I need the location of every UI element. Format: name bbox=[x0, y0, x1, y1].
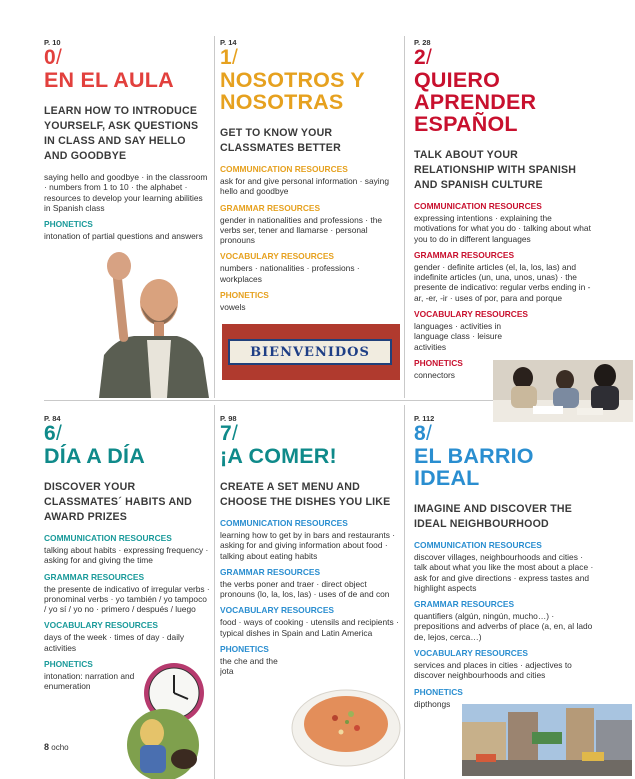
unit-title: NOSOTROS Y NOSOTRAS bbox=[220, 68, 365, 114]
tile-sign-border bbox=[228, 339, 392, 365]
unit-title: ¡A COMER! bbox=[220, 444, 337, 468]
section-heading: PHONETICS bbox=[44, 659, 93, 670]
section-text: services and places in cities · adjectives to discover neighbourhoods and cities bbox=[414, 660, 572, 681]
section-text: gender in nationalities and professions · the verbs ser, tener and llamarse · personal pronouns bbox=[220, 214, 383, 246]
section-heading: PHONETICS bbox=[220, 644, 269, 655]
unit-0 bbox=[44, 38, 210, 398]
section-text: discover villages, neighbourhoods and cities · talk about what you like the most about a place · ask for and give directions · express tastes and highlight aspects bbox=[414, 552, 594, 593]
unit-title: EL BARRIO IDEAL bbox=[414, 444, 534, 490]
section-text: numbers · nationalities · professions · workplaces bbox=[220, 263, 360, 284]
section-text: connectors bbox=[414, 369, 455, 380]
section-text: intonation of partial questions and answers bbox=[44, 231, 203, 242]
page-ref: P. 14 bbox=[220, 38, 237, 47]
section-text: talking about habits · expressing frequency · asking for and giving the time bbox=[44, 545, 209, 566]
section-heading: VOCABULARY RESOURCES bbox=[414, 648, 529, 659]
section-text: dipthongs bbox=[414, 698, 451, 709]
section-heading: GRAMMAR RESOURCES bbox=[220, 566, 321, 577]
section-heading: VOCABULARY RESOURCES bbox=[220, 605, 335, 616]
clock-and-girl-with-dog-photo bbox=[118, 659, 208, 779]
unit-subtitle: CREATE A SET MENU AND CHOOSE THE DISHES YOU LIKE bbox=[220, 481, 391, 508]
section-text: the che and the jota bbox=[220, 656, 278, 677]
unit-subtitle: IMAGINE AND DISCOVER THE IDEAL NEIGHBOURHOOD bbox=[414, 503, 573, 530]
section-heading: VOCABULARY RESOURCES bbox=[414, 309, 529, 320]
section-heading: COMMUNICATION RESOURCES bbox=[44, 533, 172, 543]
unit-subtitle: GET TO KNOW YOUR CLASSMATES BETTER bbox=[220, 127, 341, 154]
section-heading: PHONETICS bbox=[414, 357, 463, 368]
divider-col2 bbox=[404, 36, 405, 398]
unit-number: 7/ bbox=[220, 422, 239, 445]
section-heading: PHONETICS bbox=[414, 686, 463, 697]
unit-number: 8/ bbox=[414, 422, 433, 445]
section-text: days of the week · times of day · daily activities bbox=[44, 632, 185, 653]
section-heading: COMMUNICATION RESOURCES bbox=[220, 518, 348, 528]
page-folio bbox=[44, 742, 69, 752]
city-street-photo bbox=[462, 704, 632, 776]
section-heading: PHONETICS bbox=[220, 290, 269, 301]
divider-col1 bbox=[214, 36, 215, 398]
section-text: gender · definite articles (el, la, los, las) and indefinite articles (un, una, unos, unas) · the presente de indicativo: regular verbs ending in -ar, -er, -ir · uses of por, para and porque bbox=[414, 261, 591, 303]
unit-number: 2/ bbox=[414, 46, 433, 69]
page-ref: P. 112 bbox=[414, 414, 435, 423]
section-text: food · ways of cooking · utensils and recipients · typical dishes in Spain and Latin America bbox=[220, 617, 399, 638]
bienvenidos-tile-sign bbox=[222, 324, 400, 380]
section-heading: COMMUNICATION RESOURCES bbox=[414, 201, 542, 211]
page-ref: P. 10 bbox=[44, 38, 61, 47]
unit-intro: saying hello and goodbye · in the classroom · numbers from 1 to 10 · the alphabet · resources to develop your learning abilities in Spanish class bbox=[44, 172, 208, 213]
section-text: vowels bbox=[220, 302, 246, 313]
unit-title: QUIERO APRENDER ESPAÑOL bbox=[414, 68, 537, 136]
section-heading: PHONETICS bbox=[44, 219, 93, 230]
section-text: quantifiers (algún, ningún, mucho…) · prepositions and adverbs of place (a, en, al lado de, lejos, cerca…) bbox=[414, 611, 593, 642]
section-heading: VOCABULARY RESOURCES bbox=[220, 251, 335, 262]
section-text: expressing intentions · explaining the motivations for what you do · talking about what you to do in different languages bbox=[414, 213, 591, 244]
section-text: the verbs poner and traer · direct object pronouns (lo, la, los, las) · uses of de and con bbox=[220, 578, 390, 600]
section-heading: GRAMMAR RESOURCES bbox=[220, 202, 321, 213]
divider-col2-bottom bbox=[404, 405, 405, 779]
folio-word: ocho bbox=[51, 743, 69, 752]
section-heading: COMMUNICATION RESOURCES bbox=[414, 540, 542, 550]
unit-2 bbox=[414, 38, 594, 398]
unit-number: 1/ bbox=[220, 46, 239, 69]
section-heading: VOCABULARY RESOURCES bbox=[44, 620, 159, 631]
page-ref: P. 28 bbox=[414, 38, 431, 47]
folio-number: 8 bbox=[44, 742, 50, 752]
divider-col1-bottom bbox=[214, 405, 215, 779]
section-heading: COMMUNICATION RESOURCES bbox=[220, 164, 348, 174]
section-text: ask for and give personal information · saying hello and goodbye bbox=[220, 176, 389, 197]
unit-subtitle: DISCOVER YOUR CLASSMATES´ HABITS AND AWARD PRIZES bbox=[44, 481, 192, 523]
tile-sign-text: BIENVENIDOS bbox=[250, 344, 370, 360]
page-ref: P. 98 bbox=[220, 414, 237, 423]
waving-man-photo bbox=[99, 250, 209, 398]
unit-number: 6/ bbox=[44, 422, 63, 445]
gazpacho-bowl-photo bbox=[291, 688, 401, 770]
section-heading: GRAMMAR RESOURCES bbox=[414, 599, 515, 610]
unit-1 bbox=[220, 38, 400, 398]
unit-title: EN EL AULA bbox=[44, 68, 174, 92]
students-studying-photo bbox=[493, 360, 633, 422]
unit-title: DÍA A DÍA bbox=[44, 444, 145, 468]
unit-subtitle: TALK ABOUT YOUR RELATIONSHIP WITH SPANISH AND SPANISH CULTURE bbox=[414, 149, 577, 191]
section-text: languages · activities in language class · leisure activities bbox=[414, 321, 502, 352]
unit-number: 0/ bbox=[44, 46, 63, 69]
section-heading: GRAMMAR RESOURCES bbox=[44, 571, 145, 582]
unit-subtitle: LEARN HOW TO INTRODUCE YOURSELF, ASK QUESTIONS IN CLASS AND SAY HELLO AND GOODBYE bbox=[44, 105, 199, 162]
section-heading: GRAMMAR RESOURCES bbox=[414, 249, 515, 260]
section-text: learning how to get by in bars and restaurants · asking for and giving information about food · talking about eating habits bbox=[220, 530, 396, 561]
section-text: the presente de indicativo of irregular verbs · pronominal verbs · yo también / yo tampoco / yo sí / yo no · primero / después / luego bbox=[44, 583, 210, 615]
section-text: intonation: narration and enumeration bbox=[44, 671, 135, 692]
page-ref: P. 84 bbox=[44, 414, 61, 423]
